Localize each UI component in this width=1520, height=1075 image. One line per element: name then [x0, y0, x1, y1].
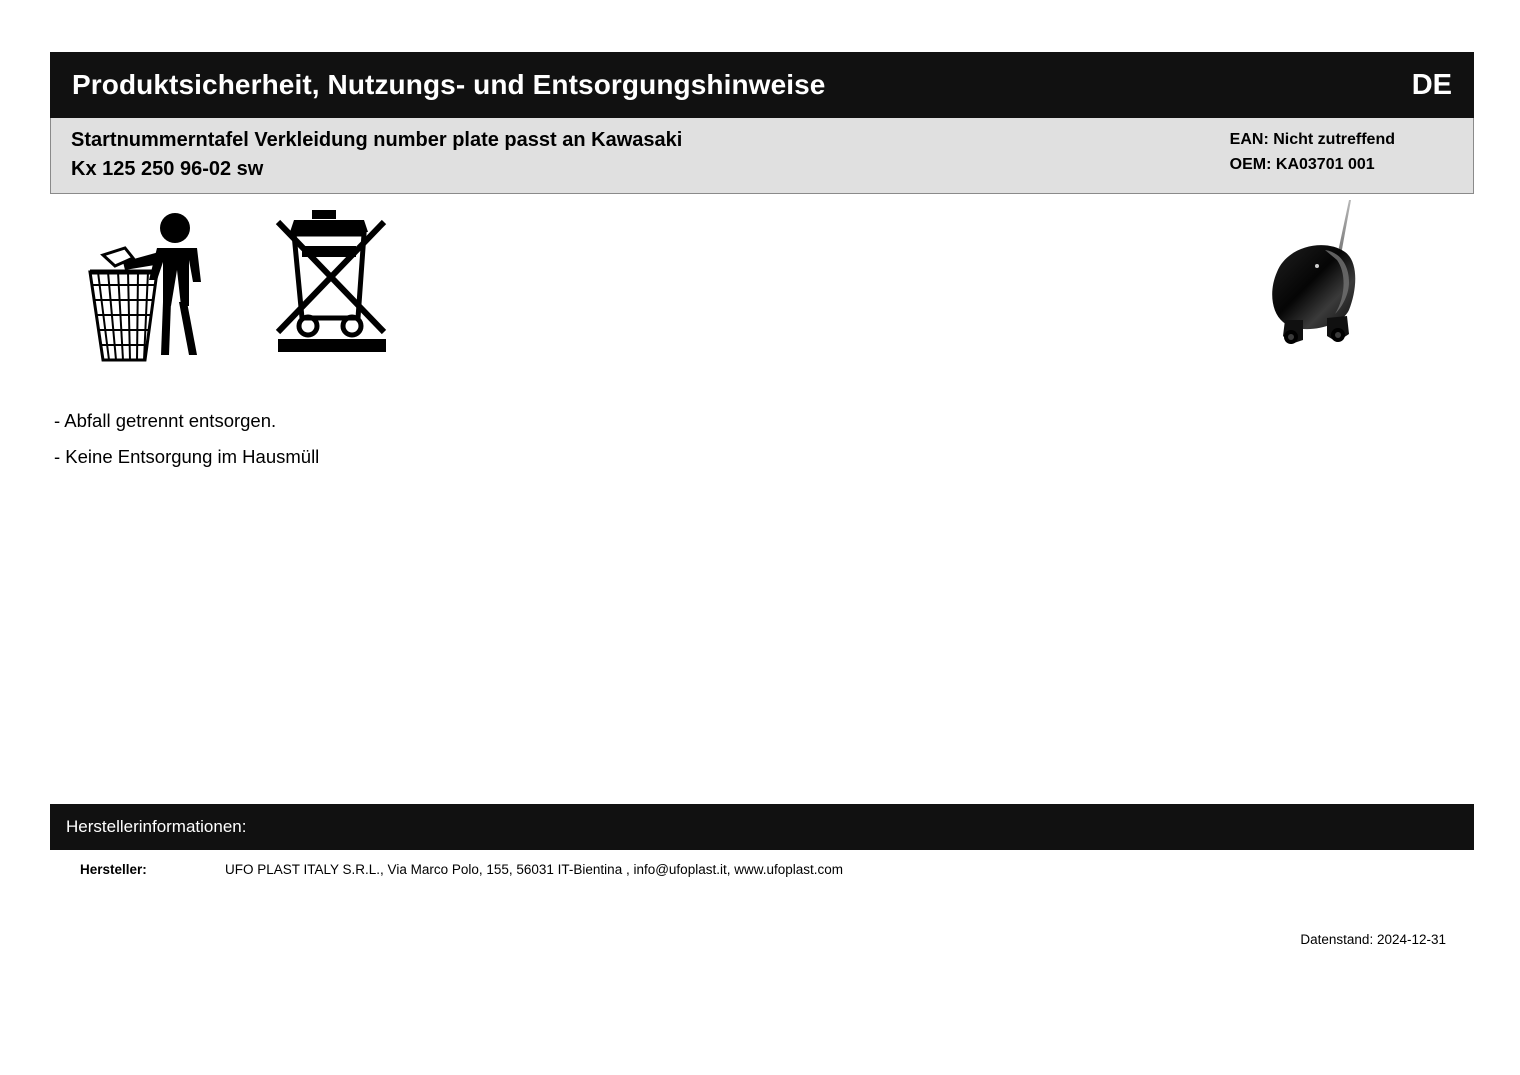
document-page: [50, 52, 1474, 972]
dispose-in-bin-icon: [85, 210, 225, 370]
pictogram-row: [50, 194, 1474, 389]
document-header: [50, 52, 1474, 118]
weee-crossed-out-wheelie-bin-icon: [272, 206, 394, 356]
product-name: [71, 126, 682, 185]
product-name-line-2: Kx 125 250 96-02 sw: [71, 158, 264, 180]
oem-code: OEM: KA03701 001: [1229, 155, 1375, 173]
product-info-bar: [50, 118, 1474, 194]
page-title: Produktsicherheit, Nutzungs- und Entsorgungshinweise: [72, 69, 826, 100]
disposal-note-item: - Keine Entsorgung im Hausmüll: [54, 446, 320, 468]
manufacturer-value: UFO PLAST ITALY S.R.L., Via Marco Polo, 155, 56031 IT-Bientina , info@ufoplast.it, www.ufoplast.com: [225, 862, 844, 877]
product-photo: [1199, 194, 1409, 369]
product-name-line-1: Startnummerntafel Verkleidung number plate passt an Kawasaki: [71, 129, 683, 151]
manufacturer-label: Hersteller:: [80, 862, 147, 877]
product-codes: [1230, 126, 1455, 185]
manufacturer-row: [50, 862, 1474, 877]
language-code: DE: [1411, 68, 1452, 101]
disposal-note-item: - Abfall getrennt entsorgen.: [54, 410, 277, 431]
ean-code: EAN: Nicht zutreffend: [1229, 131, 1395, 148]
data-version-date: Datenstand: 2024-12-31: [1300, 932, 1446, 947]
disposal-notes: [50, 403, 1474, 475]
manufacturer-section-title: Herstellerinformationen:: [50, 804, 1474, 850]
